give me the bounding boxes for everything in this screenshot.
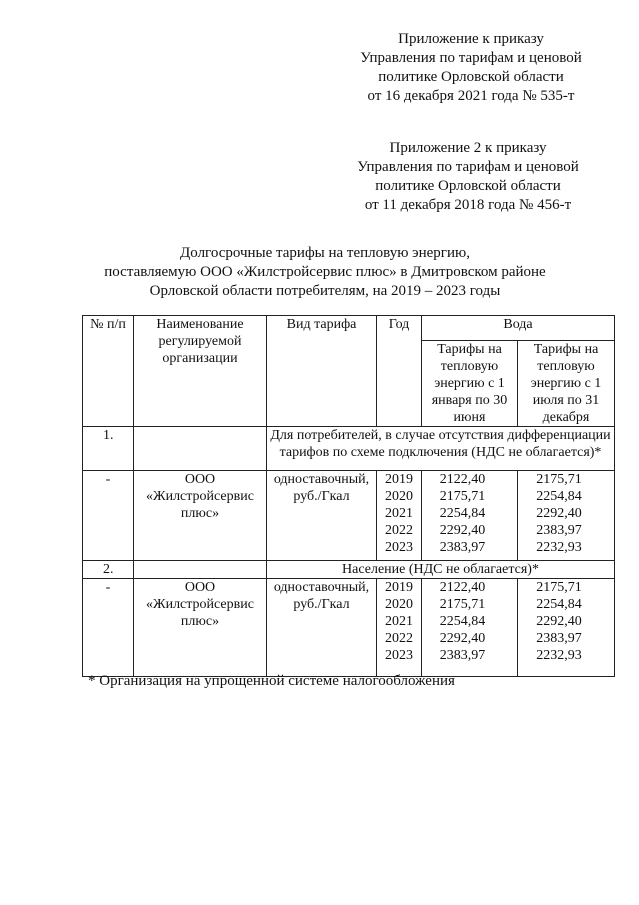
tariff-value: 2175,71 (439, 489, 486, 504)
tariff-value: 2122,40 (439, 472, 486, 487)
tariff-value: 2254,84 (439, 614, 486, 629)
table-row (83, 471, 615, 561)
year-value: 2022 (385, 631, 413, 646)
year-value: 2022 (385, 523, 413, 538)
tariff-value: 2254,84 (536, 489, 582, 504)
tariff-value: 2383,97 (536, 523, 582, 538)
appendix-2-header (352, 139, 584, 215)
year-value: 2023 (385, 540, 413, 555)
year-value: 2021 (385, 506, 413, 521)
year-value: 2021 (385, 614, 413, 629)
year-value: 2019 (385, 580, 413, 595)
section-title: Население (НДС не облагается)* (267, 561, 615, 579)
header-year: Год (377, 316, 422, 427)
header-water: Вода (422, 316, 615, 341)
header-first-half: Тарифы на тепловую энергию с 1 января по 30 июня (422, 341, 518, 427)
tariff-value: 2175,71 (439, 597, 486, 612)
tariff-value: 2292,40 (439, 523, 486, 538)
footnote: * Организация на упрощенной системе налогообложения (88, 673, 455, 689)
tariff-table (82, 315, 615, 677)
row-years (377, 579, 422, 677)
row-tariff-type: одноставочный, руб./Гкал (267, 579, 377, 677)
order-appendix-header (355, 30, 587, 106)
title-line: Орловской области потребителям, на 2019 – 2023 годы (149, 283, 501, 299)
header-line: Приложение 2 к приказу (389, 140, 547, 156)
title-line: поставляемую ООО «Жилстройсервис плюс» в Дмитровском районе (104, 264, 546, 280)
tariff-value: 2254,84 (439, 506, 486, 521)
year-value: 2020 (385, 597, 413, 612)
row-organization: ООО «Жилстройсервис плюс» (134, 579, 267, 677)
tariff-value: 2383,97 (536, 631, 582, 646)
year-value: 2023 (385, 648, 413, 663)
tariff-value: 2383,97 (439, 648, 486, 663)
row-years (377, 471, 422, 561)
row-number: - (83, 471, 134, 561)
tariff-value: 2292,40 (536, 614, 582, 629)
row-tariff-type: одноставочный, руб./Гкал (267, 471, 377, 561)
tariff-value: 2175,71 (536, 580, 582, 595)
row-second-half-values (518, 471, 615, 561)
tariff-value: 2383,97 (439, 540, 486, 555)
section-title: Для потребителей, в случае отсутствия дифференциации тарифов по схеме подключения (НДС не облагается)* (267, 427, 615, 471)
header-number: № п/п (83, 316, 134, 427)
header-line: Управления по тарифам и ценовой (357, 159, 579, 175)
header-tariff-type: Вид тарифа (267, 316, 377, 427)
row-first-half-values (422, 579, 518, 677)
header-line: Приложение к приказу (398, 31, 544, 47)
document-title (60, 244, 590, 301)
table-row (83, 579, 615, 677)
year-value: 2020 (385, 489, 413, 504)
row-second-half-values (518, 579, 615, 677)
tariff-value: 2122,40 (439, 580, 486, 595)
section-number: 1. (83, 427, 134, 471)
row-first-half-values (422, 471, 518, 561)
tariff-value: 2292,40 (439, 631, 486, 646)
row-number: - (83, 579, 134, 677)
row-organization: ООО «Жилстройсервис плюс» (134, 471, 267, 561)
header-line: от 11 декабря 2018 года № 456-т (364, 197, 572, 213)
title-line: Долгосрочные тарифы на тепловую энергию, (180, 245, 470, 261)
header-line: политике Орловской области (378, 69, 564, 85)
header-line: от 16 декабря 2021 года № 535-т (367, 88, 575, 104)
header-line: политике Орловской области (375, 178, 561, 194)
tariff-value: 2232,93 (536, 540, 582, 555)
tariff-value: 2175,71 (536, 472, 582, 487)
year-value: 2019 (385, 472, 413, 487)
header-line: Управления по тарифам и ценовой (360, 50, 582, 66)
header-organization: Наименование регулируемой организации (134, 316, 267, 427)
header-second-half: Тарифы на тепловую энергию с 1 июля по 31 декабря (518, 341, 615, 427)
tariff-value: 2254,84 (536, 597, 582, 612)
tariff-value: 2232,93 (536, 648, 582, 663)
tariff-value: 2292,40 (536, 506, 582, 521)
section-number: 2. (83, 561, 134, 579)
